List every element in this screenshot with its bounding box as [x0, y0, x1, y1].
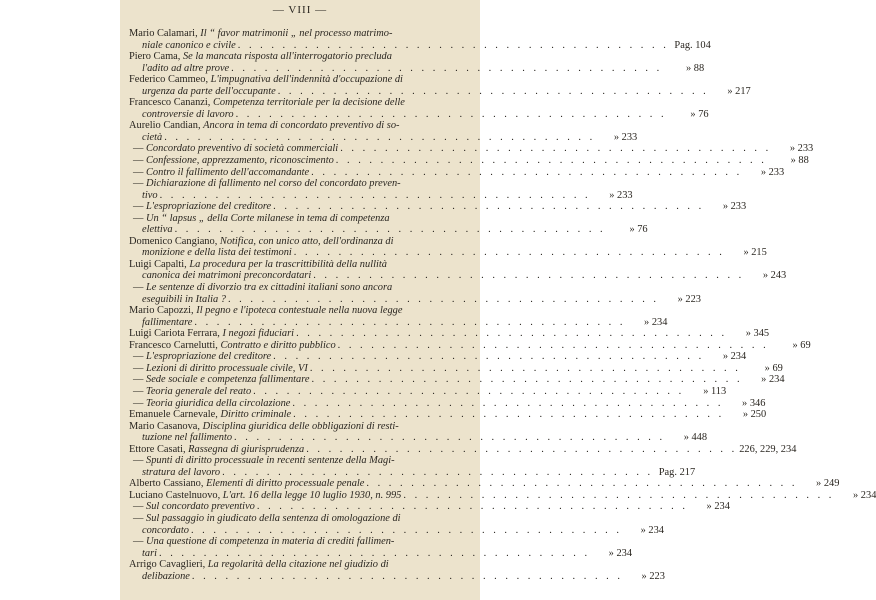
- index-entry-line: [129, 455, 473, 467]
- entry-page-ref: » 234: [644, 316, 668, 328]
- entry-text: [129, 467, 220, 479]
- index-entry-line: [129, 385, 727, 398]
- entry-text: [129, 74, 403, 86]
- index-entry-line: [129, 536, 473, 548]
- index-entry-line: [129, 443, 797, 456]
- index-entry-line: [129, 74, 473, 86]
- entry-title: Ancora in tema di concordato preventivo di so-: [203, 120, 400, 132]
- entry-text: [129, 328, 294, 340]
- index-entry-line: [129, 189, 633, 202]
- entry-dash: —: [133, 385, 146, 397]
- entry-text: [129, 259, 387, 271]
- entry-dash: —: [133, 178, 146, 190]
- entry-title: Confessione, apprezzamento, riconoscimento: [146, 155, 334, 167]
- entry-text: [129, 386, 251, 398]
- leader-dots: . . . . . . . . . . . . . . . . . . . . . . . . . . . . . . . . . . . . . . .: [403, 489, 835, 501]
- entry-text: [129, 444, 304, 456]
- entry-text: [129, 213, 390, 225]
- entry-title: Sul concordato preventivo: [146, 501, 255, 513]
- entry-page-ref: » 76: [690, 108, 709, 120]
- entry-author: Mario Capozzi,: [129, 305, 197, 317]
- entry-text: [129, 294, 226, 306]
- leader-dots: . . . . . . . . . . . . . . . . . . . . . . . . . . . . . . . . . . . . . . .: [222, 466, 654, 478]
- entry-dash: —: [133, 374, 146, 386]
- index-entry-line: [129, 409, 767, 421]
- entry-title: cietà: [142, 131, 163, 143]
- index-entry-line: [129, 466, 696, 479]
- entry-text: [129, 190, 158, 202]
- entry-title: Il “ favor matrimonii „ nel processo matrimo-: [200, 28, 393, 39]
- leader-dots: . . . . . . . . . . . . . . . . . . . . . . . . . . . . . . . . . . . . . . .: [309, 362, 741, 374]
- entry-page-ref: » 69: [792, 339, 811, 351]
- entry-text: [129, 432, 232, 444]
- entry-author: Luciano Castelnuovo,: [129, 489, 223, 501]
- entry-title: Notifica, con unico atto, dell'ordinanza di: [219, 235, 394, 247]
- entry-title: L'espropriazione del creditore: [146, 201, 272, 213]
- index-entry-line: [129, 293, 702, 306]
- entry-title: elettiva: [142, 224, 173, 236]
- leader-dots: . . . . . . . . . . . . . . . . . . . . . . . . . . . . . . . . . . . . . . .: [234, 432, 666, 444]
- entry-text: [129, 28, 392, 40]
- index-entry-line: [129, 166, 785, 179]
- entry-title: l'adito ad altre prove: [142, 62, 230, 74]
- entry-text: [129, 109, 234, 121]
- entry-page-ref: » 234: [640, 524, 664, 536]
- entry-text: [129, 374, 310, 386]
- entry-page-ref: » 249: [816, 478, 840, 490]
- entry-text: [129, 201, 271, 213]
- entry-page-ref: » 233: [613, 131, 638, 143]
- index-entry-line: [129, 178, 473, 190]
- entry-author: Francesco Cananzi,: [129, 97, 213, 109]
- entry-title: Concordato preventivo di società commerciali: [146, 143, 339, 155]
- index-entry-line: [129, 351, 747, 363]
- entry-page-ref: » 250: [742, 409, 767, 421]
- entry-text: [129, 40, 236, 52]
- index-entry-line: [129, 421, 473, 433]
- index-entry-line: [129, 85, 751, 98]
- entry-title: L'impugnativa dell'indennità d'occupazione di: [210, 74, 403, 86]
- leader-dots: . . . . . . . . . . . . . . . . . . . . . . . . . . . . . . . . . . . . . . .: [293, 409, 725, 421]
- entry-dash: —: [133, 501, 146, 513]
- entry-author: Aurelio Candian,: [129, 120, 204, 132]
- index-entry-line: [129, 328, 770, 340]
- entry-page-ref: » 234: [761, 374, 785, 386]
- entry-dash: —: [133, 143, 146, 155]
- entry-title: Competenza territoriale per la decisione delle: [212, 97, 405, 109]
- entry-dash: —: [133, 212, 146, 224]
- entry-author: Mario Casanova,: [129, 420, 203, 432]
- entry-title: fallimentare: [142, 316, 193, 328]
- leader-dots: . . . . . . . . . . . . . . . . . . . . . . . . . . . . . . . . . . . . . . .: [164, 131, 596, 143]
- entry-page-ref: » 233: [760, 166, 785, 178]
- entry-author: Domenico Cangiano,: [129, 235, 220, 247]
- entry-dash: —: [133, 455, 146, 467]
- entry-dash: —: [133, 512, 146, 524]
- index-entry-line: [129, 143, 814, 155]
- entry-title: delibazione: [142, 570, 190, 582]
- entry-title: eseguibili in Italia ?: [142, 293, 226, 305]
- entry-title: Una questione di competenza in materia di crediti fallimen-: [146, 536, 395, 548]
- entry-dash: —: [133, 166, 146, 178]
- index-entry-line: [129, 213, 473, 225]
- entry-page-ref: » 223: [677, 293, 702, 305]
- entry-text: [129, 270, 311, 282]
- leader-dots: . . . . . . . . . . . . . . . . . . . . . . . . . . . . . . . . . . . . . . .: [277, 85, 709, 97]
- entry-text: [129, 178, 401, 190]
- entry-text: [129, 421, 399, 433]
- entry-text: [129, 351, 271, 363]
- index-entry-line: [129, 513, 473, 525]
- entry-page-ref: » 88: [686, 62, 705, 74]
- entry-text: [129, 363, 308, 375]
- index-entry-line: [129, 570, 665, 583]
- entry-text: [129, 63, 229, 75]
- leader-dots: . . . . . . . . . . . . . . . . . . . . . . . . . . . . . . . . . . . . . . .: [313, 270, 745, 282]
- entry-title: monizione e della lista dei testimoni: [142, 247, 292, 259]
- entry-author: Luigi Capalti,: [129, 258, 190, 270]
- index-entry-line: [129, 131, 638, 144]
- entry-dash: —: [133, 155, 146, 167]
- index-entry-line: [129, 397, 766, 410]
- entry-title: tuzione nel fallimento: [142, 432, 233, 444]
- entry-text: [129, 51, 392, 63]
- entry-author: Federico Cammeo,: [129, 74, 211, 86]
- entry-page-ref: » 113: [703, 385, 727, 397]
- entry-text: [129, 305, 402, 317]
- entry-text: [129, 398, 290, 410]
- entry-title: Diritto criminale: [220, 409, 292, 421]
- entry-author: Francesco Carnelutti,: [129, 339, 221, 351]
- entry-text: [129, 409, 291, 421]
- entry-page-ref: » 346: [742, 397, 766, 409]
- entry-text: [129, 224, 173, 236]
- entry-page-ref: » 233: [789, 143, 814, 155]
- entry-text: [129, 282, 392, 294]
- index-entry-line: [129, 155, 809, 167]
- entry-title: tari: [142, 547, 158, 559]
- leader-dots: . . . . . . . . . . . . . . . . . . . . . . . . . . . . . . . . . . . . . . .: [231, 62, 663, 74]
- entry-title: Un “ lapsus „ della Corte milanese in tema di competenza: [146, 212, 390, 224]
- index-list: [129, 28, 876, 582]
- entry-title: concordato: [142, 524, 189, 536]
- leader-dots: . . . . . . . . . . . . . . . . . . . . . . . . . . . . . . . . . . . . . . .: [256, 501, 688, 513]
- entry-text: [129, 317, 192, 329]
- entry-text: [129, 455, 395, 467]
- leader-dots: . . . . . . . . . . . . . . . . . . . . . . . . . . . . . . . . . . . . . . .: [194, 316, 626, 328]
- entry-page-ref: » 69: [764, 362, 783, 374]
- entry-title: La regolarità della citazione nel giudizio di: [207, 559, 389, 571]
- entry-text: [129, 247, 292, 259]
- entry-page-ref: Pag. 217: [658, 466, 696, 478]
- index-entry-line: [129, 547, 633, 560]
- index-entry-line: [129, 120, 473, 132]
- index-entry-line: [129, 97, 473, 109]
- entry-page-ref: » 234: [722, 351, 747, 363]
- index-entry-line: [129, 108, 709, 121]
- leader-dots: . . . . . . . . . . . . . . . . . . . . . . . . . . . . . . . . . . . . . . .: [235, 108, 667, 120]
- entry-page-ref: » 233: [609, 189, 633, 201]
- entry-page-ref: » 243: [762, 270, 787, 282]
- leader-dots: . . . . . . . . . . . . . . . . . . . . . . . . . . . . . . . . . . . . . . .: [311, 374, 743, 386]
- entry-dash: —: [133, 536, 146, 548]
- entry-dash: —: [133, 351, 146, 363]
- index-entry-line: [129, 524, 664, 537]
- index-entry-line: [129, 362, 783, 375]
- leader-dots: . . . . . . . . . . . . . . . . . . . . . . . . . . . . . . . . . . . . . . .: [311, 166, 743, 178]
- entry-title: Lezioni di diritto processuale civile, VI: [146, 362, 308, 374]
- index-entry-line: [129, 432, 708, 444]
- index-entry-line: [129, 259, 473, 271]
- entry-text: [129, 97, 405, 109]
- entry-text: [129, 143, 338, 155]
- entry-text: [129, 571, 190, 583]
- index-entry-line: [129, 339, 811, 352]
- entry-page-ref: » 234: [706, 501, 730, 513]
- entry-page-ref: Pag. 104: [674, 39, 711, 51]
- entry-title: canonica dei matrimoni preconcordatari: [142, 270, 312, 282]
- entry-text: [129, 340, 336, 352]
- entry-page-ref: » 448: [683, 432, 708, 444]
- index-entry-line: [129, 282, 473, 294]
- leader-dots: . . . . . . . . . . . . . . . . . . . . . . . . . . . . . . . . . . . . . . .: [296, 328, 728, 340]
- entry-author: Piero Cama,: [129, 51, 183, 63]
- index-entry-line: [129, 478, 840, 490]
- entry-text: [129, 478, 364, 490]
- entry-text: [129, 548, 157, 560]
- index-page: [120, 0, 876, 600]
- entry-title: Se la mancata risposta all'interrogatorio precluda: [182, 51, 392, 63]
- entry-title: Spunti di diritto processuale in recenti sentenze della Magi-: [146, 455, 395, 467]
- leader-dots: . . . . . . . . . . . . . . . . . . . . . . . . . . . . . . . . . . . . . . .: [159, 547, 591, 559]
- entry-page-ref: » 234: [608, 547, 633, 559]
- index-entry-line: [129, 270, 787, 282]
- entry-title: Contro il fallimento dell'accomandante: [146, 166, 310, 178]
- entry-author: Emanuele Carnevale,: [129, 409, 221, 421]
- entry-title: L'espropriazione del creditore: [146, 351, 272, 363]
- entry-page-ref: » 76: [629, 224, 648, 236]
- leader-dots: . . . . . . . . . . . . . . . . . . . . . . . . . . . . . . . . . . . . . . .: [273, 351, 705, 363]
- entry-page-ref: » 223: [641, 570, 665, 582]
- entry-text: [129, 513, 401, 525]
- entry-author: Mario Calamari,: [129, 28, 201, 39]
- entry-page-ref: » 217: [727, 85, 751, 97]
- entry-text: [129, 155, 334, 167]
- entry-text: [129, 490, 401, 502]
- entry-title: L'art. 16 della legge 10 luglio 1930, n. 995: [222, 489, 402, 501]
- leader-dots: . . . . . . . . . . . . . . . . . . . . . . . . . . . . . . . . . . . . . . .: [237, 39, 669, 51]
- index-entry-line: [129, 201, 747, 213]
- entry-title: stratura del lavoro: [142, 466, 221, 478]
- entry-author: Luigi Cariota Ferrara,: [129, 328, 223, 340]
- entry-dash: —: [133, 397, 146, 409]
- entry-title: Le sentenze di divorzio tra ex cittadini italiani sono ancora: [146, 282, 393, 294]
- entry-text: [129, 86, 276, 98]
- leader-dots: . . . . . . . . . . . . . . . . . . . . . . . . . . . . . . . . . . . . . . .: [190, 524, 622, 536]
- entry-text: [129, 525, 189, 537]
- entry-title: Contratto e diritto pubblico: [220, 339, 336, 351]
- entry-text: [129, 132, 162, 144]
- entry-title: niale canonico e civile: [142, 39, 236, 51]
- leader-dots: . . . . . . . . . . . . . . . . . . . . . . . . . . . . . . . . . . . . . . .: [293, 247, 725, 259]
- entry-text: [129, 120, 400, 132]
- leader-dots: . . . . . . . . . . . . . . . . . . . . . . . . . . . . . . . . . . . . . . .: [335, 155, 767, 167]
- entry-page-ref: » 345: [745, 328, 770, 340]
- index-entry-line: [129, 247, 767, 259]
- entry-title: urgenza da parte dell'occupante: [142, 85, 276, 97]
- index-entry-line: [129, 224, 648, 236]
- index-entry-line: [129, 305, 473, 317]
- entry-title: Teoria generale del reato: [146, 385, 252, 397]
- entry-dash: —: [133, 282, 146, 294]
- index-entry-line: [129, 559, 473, 571]
- index-entry-line: [129, 489, 876, 502]
- index-entry-line: [129, 316, 668, 329]
- entry-title: I negozi fiduciari: [222, 328, 295, 340]
- entry-text: [129, 559, 389, 571]
- entry-page-ref: » 233: [722, 201, 747, 213]
- entry-title: Sul passaggio in giudicato della sentenza di omologazione di: [146, 512, 401, 524]
- entry-page-ref: » 88: [790, 155, 809, 167]
- entry-page-ref: » 215: [743, 247, 767, 259]
- leader-dots: . . . . . . . . . . . . . . . . . . . . . . . . . . . . . . . . . . . . . . .: [292, 397, 724, 409]
- index-entry-line: [129, 501, 730, 513]
- entry-title: Sede sociale e competenza fallimentare: [146, 374, 310, 386]
- entry-title: tivo: [142, 189, 158, 201]
- page-number: — VIII —: [272, 4, 328, 16]
- entry-title: controversie di lavoro: [142, 108, 234, 120]
- entry-title: Elementi di diritto processuale penale: [206, 478, 365, 490]
- entry-dash: —: [133, 362, 146, 374]
- entry-title: Dichiarazione di fallimento nel corso del concordato preven-: [146, 178, 401, 190]
- leader-dots: . . . . . . . . . . . . . . . . . . . . . . . . . . . . . . . . . . . . . . .: [337, 339, 769, 351]
- leader-dots: . . . . . . . . . . . . . . . . . . . . . . . . . . . . . . . . . . . . . . .: [191, 570, 623, 582]
- leader-dots: . . . . . . . . . . . . . . . . . . . . . . . . . . . . . . . . . . . . . . .: [174, 224, 606, 236]
- index-entry-line: [129, 39, 711, 52]
- entry-author: Alberto Cassiano,: [129, 478, 207, 490]
- leader-dots: . . . . . . . . . . . . . . . . . . . . . . . . . . . . . . . . . . . . . . .: [227, 293, 660, 305]
- entry-author: Arrigo Cavaglieri,: [129, 559, 208, 571]
- entry-title: Rassegna di giurisprudenza: [188, 443, 305, 455]
- index-entry-line: [129, 374, 785, 386]
- index-entry-line: [129, 28, 473, 40]
- leader-dots: . . . . . . . . . . . . . . . . . . . . . . . . . . . . . . . . . . . . . . .: [159, 189, 591, 201]
- entry-title: Disciplina giuridica delle obbligazioni di resti-: [202, 420, 399, 432]
- leader-dots: . . . . . . . . . . . . . . . . . . . . . . . . . . . . . . . . . . . . . . .: [340, 143, 772, 155]
- entry-page-ref: 226, 229, 234: [739, 443, 797, 455]
- entry-author: Ettore Casati,: [129, 443, 189, 455]
- entry-page-ref: » 234: [853, 489, 876, 501]
- index-entry-line: [129, 236, 473, 248]
- entry-text: [129, 536, 394, 548]
- leader-dots: . . . . . . . . . . . . . . . . . . . . . . . . . . . . . . . . . . . . . . .: [253, 385, 685, 397]
- leader-dots: . . . . . . . . . . . . . . . . . . . . . . . . . . . . . . . . . . . . . . .: [306, 443, 738, 455]
- leader-dots: . . . . . . . . . . . . . . . . . . . . . . . . . . . . . . . . . . . . . . .: [366, 478, 798, 490]
- entry-text: [129, 167, 309, 179]
- entry-text: [129, 501, 255, 513]
- leader-dots: . . . . . . . . . . . . . . . . . . . . . . . . . . . . . . . . . . . . . . .: [273, 201, 705, 213]
- entry-title: Il pegno e l'ipoteca contestuale nella nuova legge: [196, 305, 403, 317]
- index-entry-line: [129, 51, 473, 63]
- entry-text: [129, 236, 393, 248]
- entry-title: Teoria giuridica della circolazione: [146, 397, 291, 409]
- entry-dash: —: [133, 201, 146, 213]
- entry-title: La procedura per la trascrittibilità della nullità: [189, 258, 387, 270]
- index-entry-line: [129, 62, 705, 75]
